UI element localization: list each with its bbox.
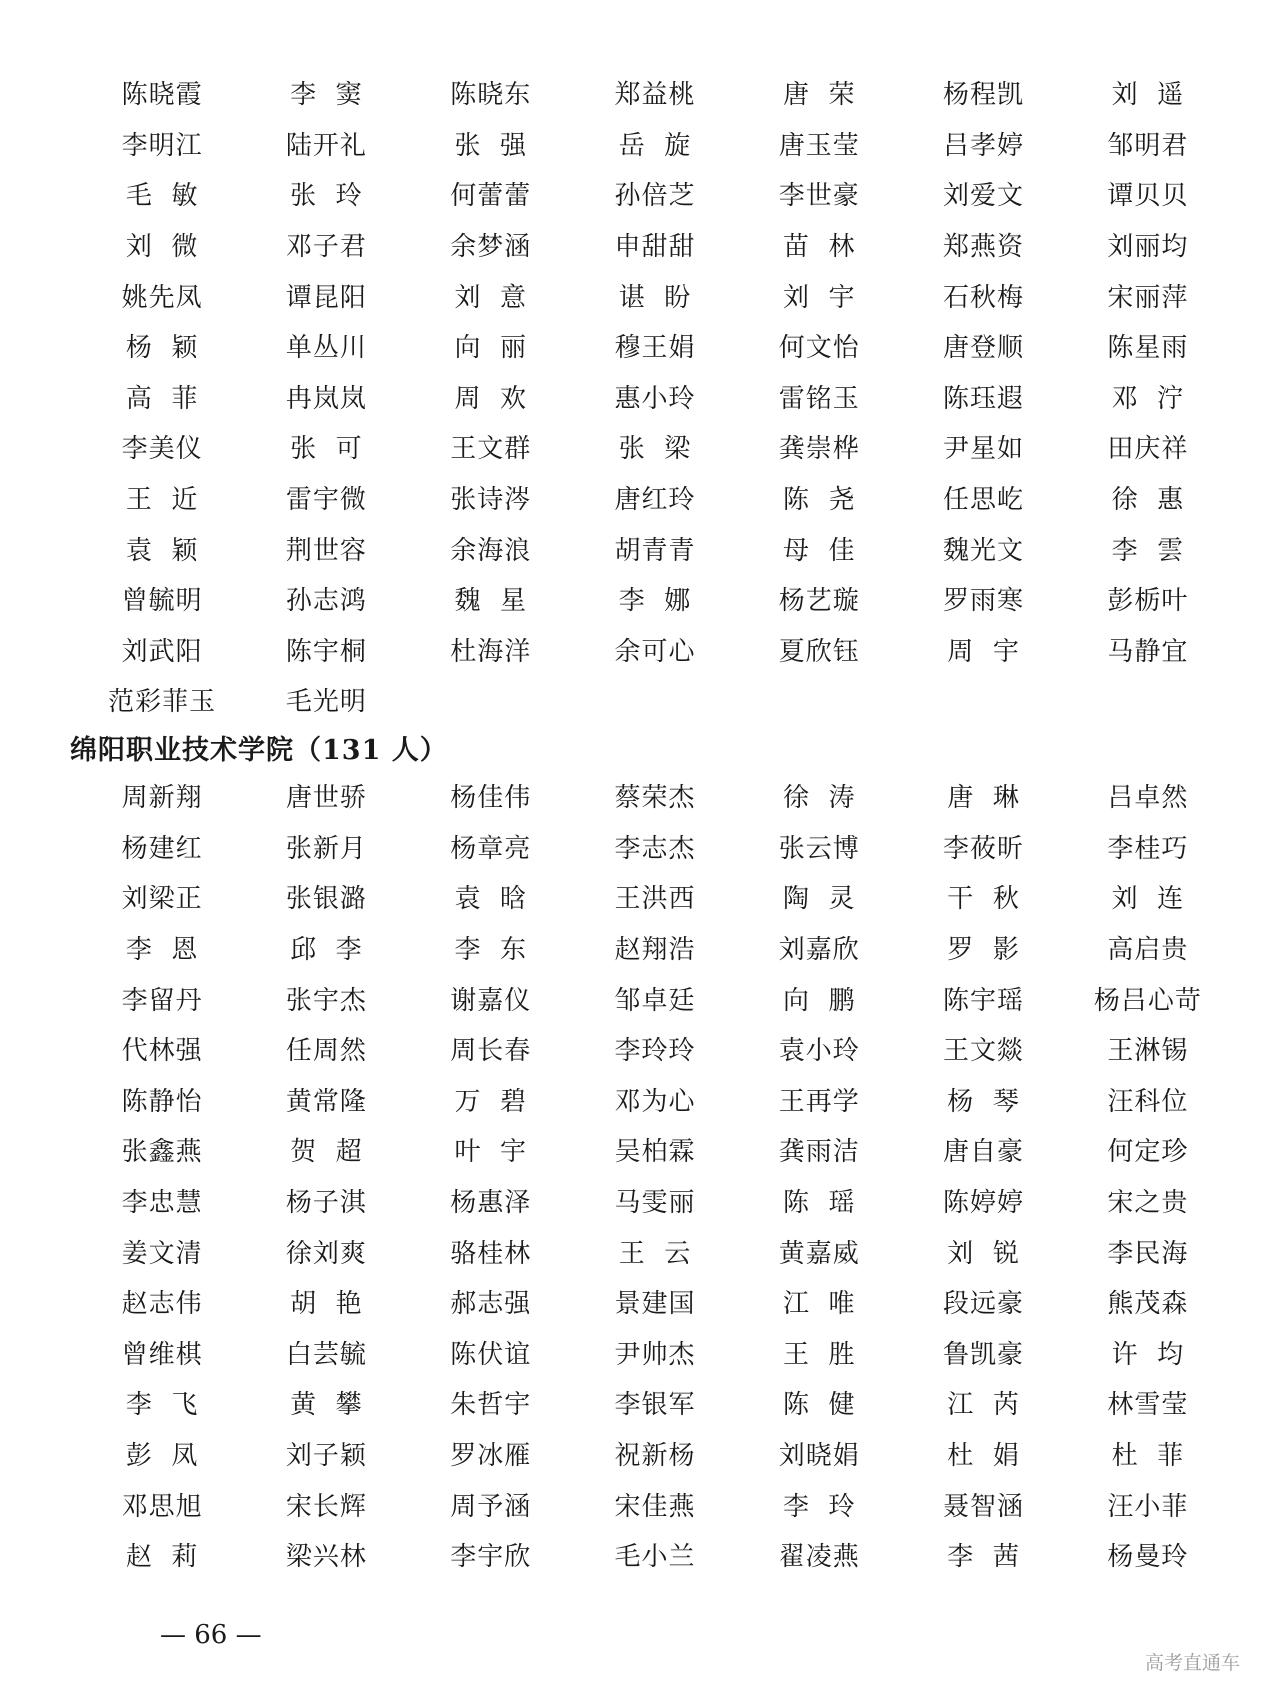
- name-entry: 袁 晗: [454, 884, 527, 915]
- name-entry: 马静宜: [1107, 636, 1189, 667]
- name-entry: 李宇欣: [450, 1542, 532, 1573]
- name-entry: 陈珏遐: [943, 383, 1025, 414]
- name-entry: 赵翔浩: [614, 935, 696, 966]
- name-entry: 邓子君: [285, 232, 367, 263]
- name-row: [80, 121, 1230, 172]
- name-entry: 吕卓然: [1107, 783, 1189, 814]
- name-entry: 彭 凤: [125, 1441, 199, 1472]
- name-entry: 唐自豪: [943, 1137, 1025, 1168]
- name-row: [80, 272, 1230, 323]
- name-entry: 翟凌燕: [778, 1542, 860, 1573]
- name-entry: 孙倍芝: [614, 181, 696, 212]
- name-entry: 王淋锡: [1107, 1036, 1189, 1067]
- name-entry: 叶 宇: [454, 1137, 527, 1168]
- name-entry: 刘 微: [125, 232, 199, 263]
- name-entry: 杨建红: [121, 833, 203, 864]
- page-number: — 66 —: [160, 1620, 262, 1650]
- name-entry: 余可心: [614, 636, 696, 667]
- name-row: [80, 576, 1230, 627]
- name-entry: 孙志鸿: [285, 586, 367, 617]
- name-entry: 唐 琳: [947, 783, 1020, 814]
- name-entry: 张诗涔: [450, 485, 532, 516]
- name-entry: 谭贝贝: [1107, 181, 1189, 212]
- name-entry: 范彩菲玉: [108, 687, 217, 718]
- name-entry: 唐登顺: [943, 333, 1025, 364]
- name-row: [80, 1532, 1230, 1583]
- name-entry: 任周然: [285, 1036, 367, 1067]
- name-entry: 周新翔: [121, 783, 203, 814]
- name-entry: 李美仪: [121, 434, 203, 465]
- name-row: [80, 1026, 1230, 1077]
- watermark: 高考直通车: [1144, 1652, 1240, 1674]
- name-entry: 余海浪: [450, 535, 532, 566]
- name-row: [80, 1431, 1230, 1482]
- name-entry: 李 东: [454, 935, 527, 966]
- name-entry: 黄 攀: [290, 1390, 363, 1421]
- name-row: [80, 1178, 1230, 1229]
- name-entry: 梁兴林: [285, 1542, 367, 1573]
- name-entry: 向 鹏: [783, 985, 856, 1016]
- name-entry: 白芸毓: [285, 1339, 367, 1370]
- name-entry: 陈 健: [783, 1390, 856, 1421]
- name-entry: 唐 荣: [783, 80, 856, 111]
- name-entry: 陈宇瑶: [943, 985, 1025, 1016]
- name-entry: 杨子淇: [285, 1188, 367, 1219]
- name-entry: 刘 锐: [947, 1238, 1020, 1269]
- name-entry: 陈静怡: [121, 1086, 203, 1117]
- name-entry: 王文燚: [943, 1036, 1025, 1067]
- name-entry: 李 恩: [125, 935, 199, 966]
- name-entry: 毛光明: [285, 687, 367, 718]
- name-entry: 王文群: [450, 434, 532, 465]
- name-row: [80, 475, 1230, 526]
- name-entry: 张宇杰: [285, 985, 367, 1016]
- name-entry: 何文怡: [778, 333, 860, 364]
- name-entry: 宋丽萍: [1107, 282, 1189, 313]
- name-entry: 姚先凤: [121, 282, 203, 313]
- name-entry: 骆桂林: [450, 1238, 532, 1269]
- name-entry: 雷铭玉: [778, 383, 860, 414]
- name-entry: 毛小兰: [614, 1542, 696, 1573]
- section-heading-mianyang-vocational: 绵阳职业技术学院（131 人）: [70, 735, 448, 766]
- name-entry: 陆开礼: [285, 130, 367, 161]
- name-entry: 龚崇桦: [778, 434, 860, 465]
- name-entry: 鲁凯豪: [943, 1339, 1025, 1370]
- name-entry: 马雯丽: [614, 1188, 696, 1219]
- name-entry: 宋长辉: [285, 1491, 367, 1522]
- name-entry: 杨程凯: [943, 80, 1025, 111]
- name-entry: 陈宇桐: [285, 636, 367, 667]
- name-entry: 王洪西: [614, 884, 696, 915]
- name-row: [80, 975, 1230, 1026]
- name-entry: 杜 娟: [947, 1441, 1020, 1472]
- name-entry: 田庆祥: [1107, 434, 1189, 465]
- name-entry: 杨艺璇: [778, 586, 860, 617]
- name-entry: 李莜昕: [943, 833, 1025, 864]
- name-entry: 宋佳燕: [614, 1491, 696, 1522]
- name-entry: 景建国: [614, 1289, 696, 1320]
- name-entry: 李 茜: [947, 1542, 1020, 1573]
- name-entry: 单丛川: [285, 333, 367, 364]
- name-row: [80, 171, 1230, 222]
- name-entry: 胡 艳: [290, 1289, 363, 1320]
- name-entry: 干 秋: [947, 884, 1020, 915]
- name-entry: 汪小菲: [1107, 1491, 1189, 1522]
- name-entry: 王 胜: [783, 1339, 856, 1370]
- name-entry: 惠小玲: [614, 383, 696, 414]
- name-entry: 郑益桃: [614, 80, 696, 111]
- name-entry: 段远豪: [943, 1289, 1025, 1320]
- name-entry: 罗冰雁: [450, 1441, 532, 1472]
- name-row: [80, 424, 1230, 475]
- name-entry: 陈伏谊: [450, 1339, 532, 1370]
- name-entry: 代林强: [121, 1036, 203, 1067]
- name-entry: 杜海洋: [450, 636, 532, 667]
- name-entry: 陈晓霞: [121, 80, 203, 111]
- name-entry: 申甜甜: [614, 232, 696, 263]
- name-entry: 黄嘉威: [778, 1238, 860, 1269]
- name-entry: 邹明君: [1107, 130, 1189, 161]
- name-entry: 袁小玲: [778, 1036, 860, 1067]
- name-row: [80, 1481, 1230, 1532]
- name-entry: 黄常隆: [285, 1086, 367, 1117]
- name-entry: 岳 旋: [618, 130, 692, 161]
- name-row: [80, 1279, 1230, 1330]
- name-entry: 刘 意: [454, 282, 527, 313]
- name-entry: 聂智涵: [943, 1491, 1025, 1522]
- name-entry: 杨曼玲: [1107, 1542, 1189, 1573]
- name-entry: 汪科位: [1107, 1086, 1189, 1117]
- name-entry: 冉岚岚: [285, 383, 367, 414]
- name-entry: 彭栃叶: [1107, 586, 1189, 617]
- name-entry: 张鑫燕: [121, 1137, 203, 1168]
- name-entry: 唐玉莹: [778, 130, 860, 161]
- name-entry: 李玲玲: [614, 1036, 696, 1067]
- name-entry: 高 菲: [125, 383, 199, 414]
- name-entry: 杨惠泽: [450, 1188, 532, 1219]
- name-entry: 郝志强: [450, 1289, 532, 1320]
- name-entry: 尹星如: [943, 434, 1025, 465]
- name-entry: 林雪莹: [1107, 1390, 1189, 1421]
- name-entry: 张 可: [290, 434, 363, 465]
- name-entry: 陈晓东: [450, 80, 532, 111]
- name-entry: 苗 林: [783, 232, 856, 263]
- name-entry: 刘嘉欣: [778, 935, 860, 966]
- name-row: [80, 874, 1230, 925]
- name-entry: 罗雨寒: [943, 586, 1025, 617]
- name-entry: 宋之贵: [1107, 1188, 1189, 1219]
- name-row: [80, 925, 1230, 976]
- name-entry: 魏 星: [454, 586, 527, 617]
- name-entry: 夏欣钰: [778, 636, 860, 667]
- name-entry: 杨吕心苛: [1093, 985, 1202, 1016]
- name-entry: 祝新杨: [614, 1441, 696, 1472]
- name-entry: 尹帅杰: [614, 1339, 696, 1370]
- name-row: [80, 222, 1230, 273]
- name-row: [80, 1077, 1230, 1128]
- name-entry: 胡青青: [614, 535, 696, 566]
- name-entry: 何蕾蕾: [450, 181, 532, 212]
- name-entry: 蔡荣杰: [614, 783, 696, 814]
- name-entry: 江 芮: [947, 1390, 1020, 1421]
- name-entry: 邓 泞: [1111, 383, 1185, 414]
- name-entry: 任思屹: [943, 485, 1025, 516]
- name-entry: 郑燕资: [943, 232, 1025, 263]
- name-entry: 贺 超: [290, 1137, 363, 1168]
- name-entry: 刘 连: [1111, 884, 1185, 915]
- name-entry: 赵 莉: [125, 1542, 199, 1573]
- name-entry: 周予涵: [450, 1491, 532, 1522]
- name-entry: 陈婷婷: [943, 1188, 1025, 1219]
- name-entry: 朱哲宇: [450, 1390, 532, 1421]
- name-entry: 张 梁: [618, 434, 692, 465]
- name-entry: 李银军: [614, 1390, 696, 1421]
- name-entry: 邱 李: [290, 935, 363, 966]
- name-entry: 李 娜: [618, 586, 692, 617]
- name-row: [80, 1228, 1230, 1279]
- name-entry: 李志杰: [614, 833, 696, 864]
- name-entry: 王 云: [618, 1238, 692, 1269]
- name-list-continued: [80, 70, 1230, 728]
- name-entry: 向 丽: [454, 333, 527, 364]
- name-entry: 曾毓明: [121, 586, 203, 617]
- name-entry: 魏光文: [943, 535, 1025, 566]
- name-entry: 穆王娟: [614, 333, 696, 364]
- name-entry: 谌 盼: [618, 282, 692, 313]
- name-row: [80, 824, 1230, 875]
- name-entry: 李民海: [1107, 1238, 1189, 1269]
- name-entry: 何定珍: [1107, 1137, 1189, 1168]
- name-row: [80, 677, 1230, 728]
- name-entry: 刘晓娟: [778, 1441, 860, 1472]
- name-row: [80, 374, 1230, 425]
- name-entry: 张云博: [778, 833, 860, 864]
- name-entry: 李 飞: [125, 1390, 199, 1421]
- name-entry: 荆世容: [285, 535, 367, 566]
- name-entry: 李明江: [121, 130, 203, 161]
- name-entry: 谭昆阳: [285, 282, 367, 313]
- name-entry: 张新月: [285, 833, 367, 864]
- name-entry: 刘 遥: [1111, 80, 1185, 111]
- name-row: [80, 773, 1230, 824]
- name-entry: 徐 惠: [1111, 485, 1185, 516]
- name-entry: 万 碧: [454, 1086, 527, 1117]
- name-entry: 周 欢: [454, 383, 527, 414]
- name-row: [80, 1127, 1230, 1178]
- name-entry: 毛 敏: [125, 181, 199, 212]
- name-entry: 李 玲: [783, 1491, 856, 1522]
- name-entry: 罗 影: [947, 935, 1020, 966]
- name-entry: 杨佳伟: [450, 783, 532, 814]
- name-list-mianyang-vocational: [80, 773, 1230, 1583]
- name-entry: 龚雨洁: [778, 1137, 860, 1168]
- name-entry: 陈星雨: [1107, 333, 1189, 364]
- name-entry: 唐红玲: [614, 485, 696, 516]
- name-entry: 徐 涛: [783, 783, 856, 814]
- name-entry: 张 强: [454, 130, 527, 161]
- name-entry: 邓为心: [614, 1086, 696, 1117]
- name-row: [80, 1380, 1230, 1431]
- name-entry: 曾维棋: [121, 1339, 203, 1370]
- name-entry: 李留丹: [121, 985, 203, 1016]
- name-entry: 王 近: [125, 485, 199, 516]
- name-entry: 刘武阳: [121, 636, 203, 667]
- name-row: [80, 70, 1230, 121]
- name-entry: 袁 颖: [125, 535, 199, 566]
- name-entry: 刘子颖: [285, 1441, 367, 1472]
- name-entry: 熊茂森: [1107, 1289, 1189, 1320]
- name-entry: 王再学: [778, 1086, 860, 1117]
- name-entry: 杨 琴: [947, 1086, 1020, 1117]
- name-entry: 李忠慧: [121, 1188, 203, 1219]
- name-entry: 陈 尧: [783, 485, 856, 516]
- name-entry: 刘 宇: [783, 282, 856, 313]
- name-entry: 姜文清: [121, 1238, 203, 1269]
- name-entry: 吕孝婷: [943, 130, 1025, 161]
- name-entry: 高启贵: [1107, 935, 1189, 966]
- name-entry: 雷宇微: [285, 485, 367, 516]
- name-entry: 邓思旭: [121, 1491, 203, 1522]
- name-entry: 刘梁正: [121, 884, 203, 915]
- name-row: [80, 627, 1230, 678]
- name-entry: 江 唯: [783, 1289, 856, 1320]
- name-entry: 陈 瑶: [783, 1188, 856, 1219]
- name-entry: 张银潞: [285, 884, 367, 915]
- name-entry: 李 窦: [290, 80, 363, 111]
- name-entry: 刘爱文: [943, 181, 1025, 212]
- name-entry: 唐世骄: [285, 783, 367, 814]
- name-entry: 刘丽均: [1107, 232, 1189, 263]
- name-row: [80, 1330, 1230, 1381]
- name-entry: 杨 颖: [125, 333, 199, 364]
- name-entry: 徐刘爽: [285, 1238, 367, 1269]
- name-entry: 石秋梅: [943, 282, 1025, 313]
- name-entry: 陶 灵: [783, 884, 856, 915]
- name-entry: 周长春: [450, 1036, 532, 1067]
- name-row: [80, 525, 1230, 576]
- name-entry: 李 雲: [1111, 535, 1185, 566]
- name-entry: 杨章亮: [450, 833, 532, 864]
- name-entry: 杜 菲: [1111, 1441, 1185, 1472]
- name-entry: 张 玲: [290, 181, 363, 212]
- name-entry: 母 佳: [783, 535, 856, 566]
- name-entry: 邹卓廷: [614, 985, 696, 1016]
- name-entry: 谢嘉仪: [450, 985, 532, 1016]
- name-row: [80, 323, 1230, 374]
- name-entry: 李世豪: [778, 181, 860, 212]
- name-entry: 李桂巧: [1107, 833, 1189, 864]
- name-entry: 赵志伟: [121, 1289, 203, 1320]
- name-entry: 许 均: [1111, 1339, 1185, 1370]
- name-entry: 余梦涵: [450, 232, 532, 263]
- name-entry: 吴柏霖: [614, 1137, 696, 1168]
- name-entry: 周 宇: [947, 636, 1020, 667]
